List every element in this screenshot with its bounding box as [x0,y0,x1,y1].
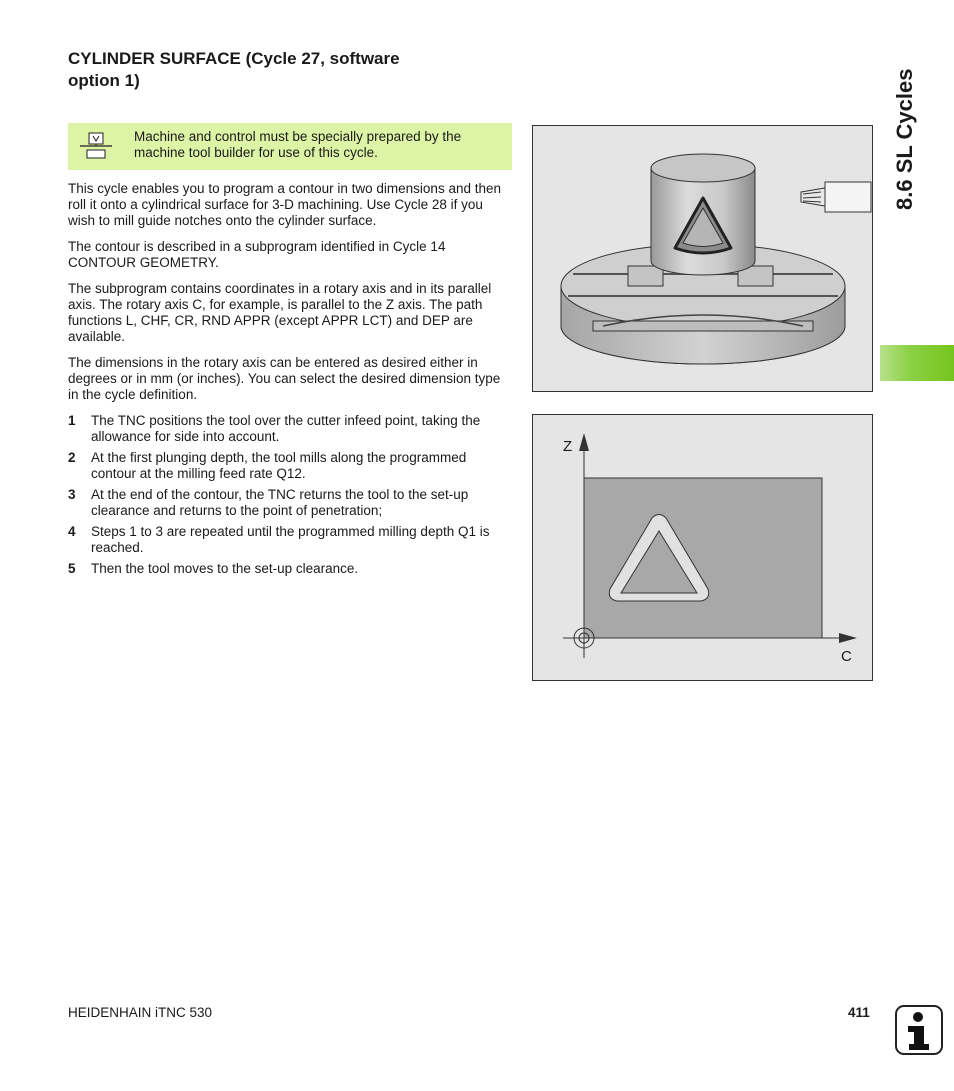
section-label: 8.6 SL Cycles [892,68,917,210]
unrolled-contour-figure [532,414,873,681]
step-list [68,413,510,577]
step-number: 3 [68,487,76,502]
step-number: 1 [68,413,76,428]
z-axis-label: Z [563,438,573,455]
step-text: Then the tool moves to the set-up clearance. [91,561,359,576]
section-tab[interactable] [880,345,954,381]
machine-tool-icon [80,132,112,160]
step-text: Steps 1 to 3 are repeated until the programmed milling depth Q1 is reached. [91,524,490,555]
page-title [68,48,488,92]
step-text: At the end of the contour, the TNC returns the tool to the set-up clearance and returns to the point of penetration; [91,487,469,518]
paragraph: The dimensions in the rotary axis can be entered as desired either in degrees or in mm (or inches). You can select the desired dimension type in the cycle definition. [68,355,501,402]
paragraph: The contour is described in a subprogram identified in Cycle 14 CONTOUR GEOMETRY. [68,239,446,270]
step-text: At the first plunging depth, the tool mills along the programmed contour at the milling feed rate Q12. [91,450,467,481]
info-icon[interactable] [894,1004,944,1056]
cylinder-surface-area [584,478,822,638]
step-number: 4 [68,524,76,539]
step-item [68,450,510,482]
step-item [68,487,510,519]
footer-product: HEIDENHAIN iTNC 530 [68,1005,213,1020]
title-line-2: option 1) [68,71,140,90]
step-text: The TNC positions the tool over the cutter infeed point, taking the allowance for side into account. [91,413,481,444]
cylinder-illustration [532,125,873,392]
c-axis-label: C [841,648,852,665]
page-number: 411 [848,1005,870,1020]
body-text [68,181,510,582]
z-axis-arrow [579,433,589,451]
step-item [68,413,510,445]
note-text: Machine and control must be specially prepared by the machine tool builder for use of this cycle. [134,129,462,160]
step-item [68,561,510,577]
step-item [68,524,510,556]
paragraph: The subprogram contains coordinates in a rotary axis and in its parallel axis. The rotary axis C, for example, is parallel to the Z axis. The path functions L, CHF, CR, RND APPR (except APPR LCT) and DEP are available. [68,281,492,344]
machine-note [68,123,512,170]
contour-drawing [533,415,872,680]
paragraph: This cycle enables you to program a contour in two dimensions and then roll it onto a cylindrical surface for 3-D machining. Use Cycle 28 if you wish to mill guide notches onto the cylinder surface. [68,181,501,228]
cylinder-drawing [533,126,872,391]
c-axis-arrow [839,633,857,643]
step-number: 5 [68,561,76,576]
title-line-1: CYLINDER SURFACE (Cycle 27, software [68,49,400,68]
step-number: 2 [68,450,76,465]
